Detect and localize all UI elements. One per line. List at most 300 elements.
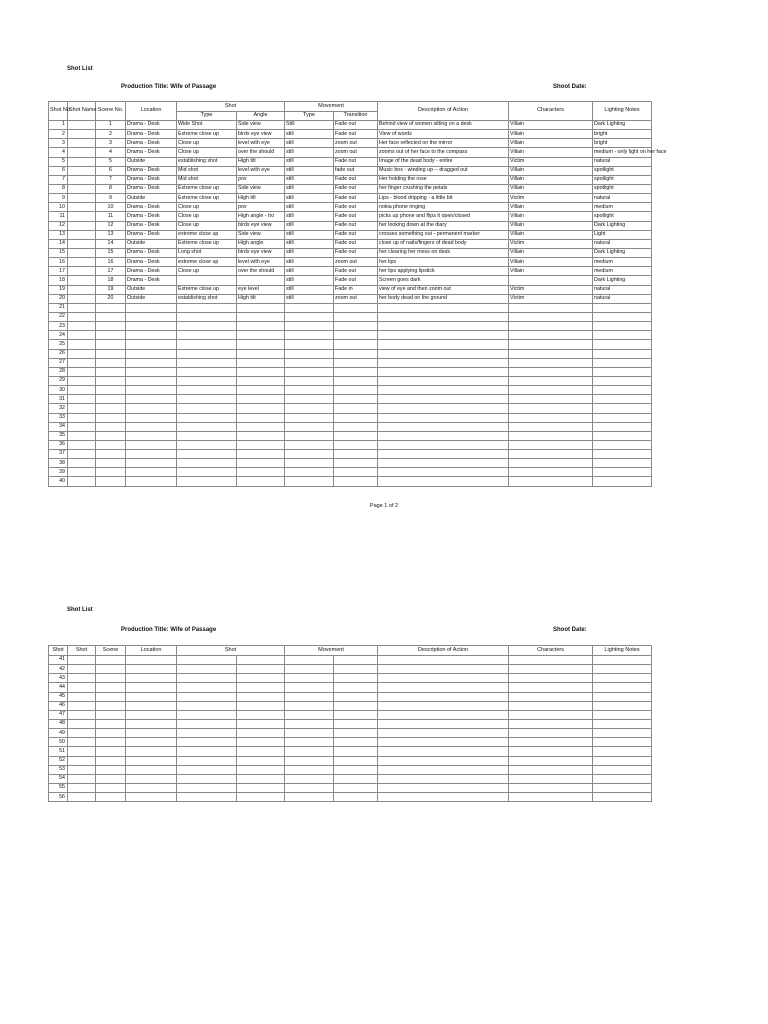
table-row (49, 440, 652, 449)
cell-movement-type (285, 340, 334, 349)
cell-description (378, 774, 509, 783)
cell-shot-name (68, 212, 96, 221)
cell-movement-type (285, 756, 334, 765)
cell-shot-type (177, 303, 237, 312)
cell-transition (334, 674, 378, 683)
cell-lighting (593, 349, 652, 358)
cell-scene-no (96, 468, 126, 477)
cell-shot-type (177, 701, 237, 710)
cell-description (378, 692, 509, 701)
header-shot: Shot (177, 102, 285, 112)
cell-transition (334, 459, 378, 468)
cell-transition (334, 747, 378, 756)
cell-shot-type (177, 440, 237, 449)
cell-lighting (593, 468, 652, 477)
table-row (49, 719, 652, 728)
cell-scene-no (96, 358, 126, 367)
cell-characters (509, 674, 593, 683)
cell-movement-type (285, 422, 334, 431)
cell-shot-name (68, 221, 96, 230)
cell-movement-type: still (285, 276, 334, 285)
cell-movement-type: still (285, 239, 334, 248)
cell-characters (509, 413, 593, 422)
cell-shot-no: 49 (49, 729, 68, 738)
cell-description: Image of the dead body - entire (378, 157, 509, 166)
cell-location (126, 656, 177, 665)
cell-scene-no (96, 422, 126, 431)
cell-description (378, 738, 509, 747)
cell-description (378, 440, 509, 449)
cell-characters (509, 312, 593, 321)
cell-shot-no: 46 (49, 701, 68, 710)
cell-description: her finger crushing the petals (378, 184, 509, 193)
cell-description (378, 450, 509, 459)
header-shot-group-p2: Shot (177, 646, 285, 656)
cell-shot-name (68, 248, 96, 257)
cell-shot-no: 27 (49, 358, 68, 367)
cell-shot-no: 55 (49, 783, 68, 792)
cell-characters: Villain (509, 230, 593, 239)
cell-location (126, 774, 177, 783)
header-location: Location (126, 102, 177, 121)
cell-movement-type (285, 683, 334, 692)
cell-shot-no: 20 (49, 294, 68, 303)
cell-lighting (593, 765, 652, 774)
cell-shot-type (177, 331, 237, 340)
cell-shot-type (177, 404, 237, 413)
cell-scene-no (96, 765, 126, 774)
cell-scene-no: 8 (96, 184, 126, 193)
cell-shot-name (68, 656, 96, 665)
cell-description (378, 468, 509, 477)
header-shot-type: Type (177, 112, 237, 121)
cell-transition (334, 701, 378, 710)
cell-shot-angle (237, 468, 285, 477)
cell-location (126, 459, 177, 468)
cell-shot-type: Close up (177, 148, 237, 157)
cell-shot-angle: Side view (237, 230, 285, 239)
cell-characters (509, 450, 593, 459)
cell-shot-no: 21 (49, 303, 68, 312)
cell-transition: Fade out (334, 230, 378, 239)
cell-shot-type (177, 665, 237, 674)
cell-description (378, 395, 509, 404)
cell-movement-type (285, 774, 334, 783)
cell-shot-angle (237, 395, 285, 404)
cell-description: her looking down at the diary (378, 221, 509, 230)
cell-movement-type (285, 367, 334, 376)
cell-characters (509, 349, 593, 358)
cell-shot-angle: High tilt (237, 157, 285, 166)
cell-characters (509, 774, 593, 783)
header-characters: Characters (509, 102, 593, 121)
table-row (49, 175, 652, 184)
cell-shot-no: 39 (49, 468, 68, 477)
cell-characters: Villain (509, 148, 593, 157)
cell-movement-type: still (285, 130, 334, 139)
cell-shot-angle (237, 692, 285, 701)
cell-transition (334, 783, 378, 792)
cell-description: her clearing her mess on desk (378, 248, 509, 257)
cell-scene-no: 15 (96, 248, 126, 257)
cell-location: Drama - Desk (126, 230, 177, 239)
table-row (49, 312, 652, 321)
cell-transition (334, 303, 378, 312)
cell-movement-type (285, 413, 334, 422)
cell-shot-name (68, 166, 96, 175)
shot-list-body-page-2 (49, 656, 652, 802)
cell-shot-no: 10 (49, 203, 68, 212)
cell-transition: Fade out (334, 157, 378, 166)
cell-shot-type: Extreme close up (177, 239, 237, 248)
cell-characters (509, 747, 593, 756)
cell-transition (334, 386, 378, 395)
table-row (49, 468, 652, 477)
cell-location (126, 395, 177, 404)
cell-shot-no: 18 (49, 276, 68, 285)
cell-description: picks up phone and flips it open/closed (378, 212, 509, 221)
cell-location: Outside (126, 194, 177, 203)
cell-characters: Villain (509, 212, 593, 221)
cell-scene-no (96, 459, 126, 468)
cell-description: Screen goes dark (378, 276, 509, 285)
cell-location (126, 376, 177, 385)
cell-shot-type (177, 459, 237, 468)
cell-shot-no: 35 (49, 431, 68, 440)
cell-shot-angle (237, 656, 285, 665)
cell-shot-name (68, 719, 96, 728)
cell-shot-name (68, 450, 96, 459)
cell-shot-angle (237, 322, 285, 331)
cell-description (378, 747, 509, 756)
cell-shot-name (68, 413, 96, 422)
cell-description: Lips - blood dripping - a little bit (378, 194, 509, 203)
cell-shot-type (177, 395, 237, 404)
cell-characters: Villain (509, 258, 593, 267)
cell-shot-angle (237, 683, 285, 692)
cell-location (126, 367, 177, 376)
cell-transition: Fade out (334, 130, 378, 139)
cell-movement-type (285, 710, 334, 719)
cell-scene-no (96, 331, 126, 340)
cell-transition: Fade out (334, 184, 378, 193)
cell-characters (509, 276, 593, 285)
cell-shot-type (177, 756, 237, 765)
cell-location (126, 692, 177, 701)
cell-description (378, 431, 509, 440)
cell-scene-no (96, 450, 126, 459)
cell-shot-type: extreme close up (177, 258, 237, 267)
cell-scene-no: 18 (96, 276, 126, 285)
cell-shot-name (68, 440, 96, 449)
cell-shot-name (68, 683, 96, 692)
cell-movement-type: still (285, 230, 334, 239)
cell-lighting (593, 774, 652, 783)
shot-list-body (49, 121, 667, 487)
cell-location: Drama - Desk (126, 139, 177, 148)
cell-location: Drama - Desk (126, 221, 177, 230)
cell-description: view of eye and then zoom out (378, 285, 509, 294)
header-movement-type: Type (285, 112, 334, 121)
cell-shot-name (68, 175, 96, 184)
cell-description (378, 683, 509, 692)
cell-shot-no: 48 (49, 719, 68, 728)
document-title: Shot List (67, 66, 93, 72)
cell-scene-no: 3 (96, 139, 126, 148)
cell-shot-angle (237, 404, 285, 413)
page-footer: Page 1 of 2 (369, 503, 399, 509)
cell-transition (334, 340, 378, 349)
cell-transition: Fade out (334, 212, 378, 221)
cell-shot-angle: Side view (237, 121, 285, 130)
cell-shot-no: 16 (49, 258, 68, 267)
cell-transition: Fade out (334, 267, 378, 276)
cell-movement-type (285, 747, 334, 756)
cell-lighting: bright (593, 139, 652, 148)
cell-movement-type: still (285, 184, 334, 193)
cell-shot-name (68, 674, 96, 683)
table-row (49, 331, 652, 340)
cell-shot-type (177, 340, 237, 349)
cell-characters (509, 440, 593, 449)
cell-characters (509, 431, 593, 440)
cell-scene-no (96, 783, 126, 792)
cell-shot-type (177, 450, 237, 459)
cell-description (378, 322, 509, 331)
cell-shot-type: Long shot (177, 248, 237, 257)
document-title-page-2: Shot List (67, 607, 93, 613)
table-row (49, 404, 652, 413)
table-row (49, 738, 652, 747)
cell-description (378, 674, 509, 683)
cell-movement-type (285, 738, 334, 747)
cell-transition (334, 683, 378, 692)
cell-shot-type: Mid shot (177, 175, 237, 184)
cell-shot-no: 17 (49, 267, 68, 276)
cell-shot-type: Mid shot (177, 166, 237, 175)
cell-shot-name (68, 148, 96, 157)
cell-movement-type (285, 303, 334, 312)
cell-lighting (593, 793, 652, 802)
cell-lighting (593, 683, 652, 692)
cell-transition: Fade out (334, 239, 378, 248)
cell-scene-no (96, 710, 126, 719)
cell-movement-type (285, 477, 334, 486)
cell-description (378, 793, 509, 802)
cell-shot-no: 51 (49, 747, 68, 756)
cell-lighting (593, 665, 652, 674)
cell-movement-type: still (285, 194, 334, 203)
cell-characters (509, 692, 593, 701)
cell-movement-type (285, 765, 334, 774)
cell-shot-angle: birds eye view (237, 130, 285, 139)
cell-description (378, 756, 509, 765)
cell-description: crosses something out - permanent marker (378, 230, 509, 239)
header-characters-p2: Characters (509, 646, 593, 656)
cell-scene-no (96, 303, 126, 312)
cell-scene-no (96, 440, 126, 449)
cell-shot-angle: pov (237, 175, 285, 184)
cell-scene-no (96, 738, 126, 747)
cell-shot-name (68, 349, 96, 358)
cell-shot-angle (237, 413, 285, 422)
table-row (49, 130, 652, 139)
cell-shot-name (68, 395, 96, 404)
cell-shot-name (68, 276, 96, 285)
cell-lighting (593, 367, 652, 376)
cell-movement-type: still (285, 139, 334, 148)
cell-location: Drama - Desk (126, 184, 177, 193)
cell-shot-name (68, 130, 96, 139)
cell-shot-name (68, 294, 96, 303)
cell-movement-type (285, 656, 334, 665)
cell-shot-no: 24 (49, 331, 68, 340)
cell-location (126, 386, 177, 395)
cell-shot-name (68, 157, 96, 166)
cell-transition (334, 331, 378, 340)
cell-shot-name (68, 322, 96, 331)
cell-shot-angle: birds eye view (237, 221, 285, 230)
cell-location (126, 783, 177, 792)
cell-location: Drama - Desk (126, 267, 177, 276)
cell-shot-type (177, 793, 237, 802)
cell-scene-no: 19 (96, 285, 126, 294)
cell-scene-no: 9 (96, 194, 126, 203)
cell-characters (509, 459, 593, 468)
cell-scene-no (96, 729, 126, 738)
cell-lighting: spotlight (593, 166, 652, 175)
cell-shot-angle (237, 783, 285, 792)
cell-shot-type (177, 774, 237, 783)
table-row (49, 701, 652, 710)
cell-shot-name (68, 774, 96, 783)
cell-movement-type (285, 783, 334, 792)
cell-shot-angle: High angle - tro (237, 212, 285, 221)
cell-lighting: medium (593, 258, 652, 267)
cell-shot-angle (237, 729, 285, 738)
cell-shot-type (177, 468, 237, 477)
table-row (49, 157, 652, 166)
cell-shot-type: Close up (177, 267, 237, 276)
cell-description: View of words (378, 130, 509, 139)
cell-shot-angle: level with eye (237, 139, 285, 148)
cell-shot-angle (237, 440, 285, 449)
cell-description (378, 331, 509, 340)
cell-shot-no: 26 (49, 349, 68, 358)
cell-shot-no: 42 (49, 665, 68, 674)
cell-description (378, 340, 509, 349)
header-movement-transition: Transition (334, 112, 378, 121)
table-row (49, 793, 652, 802)
cell-shot-no: 25 (49, 340, 68, 349)
cell-location: Outside (126, 157, 177, 166)
cell-shot-type: Close up (177, 139, 237, 148)
cell-shot-name (68, 239, 96, 248)
cell-shot-name (68, 358, 96, 367)
cell-shot-name (68, 139, 96, 148)
table-row (49, 184, 652, 193)
cell-description (378, 665, 509, 674)
cell-shot-type (177, 674, 237, 683)
header-scene-no: Scene No. (96, 102, 126, 121)
cell-description (378, 386, 509, 395)
cell-shot-name (68, 459, 96, 468)
header-description-p2: Description of Action (378, 646, 509, 656)
cell-description (378, 367, 509, 376)
cell-movement-type (285, 692, 334, 701)
cell-movement-type (285, 386, 334, 395)
cell-shot-no: 45 (49, 692, 68, 701)
cell-transition (334, 450, 378, 459)
cell-scene-no (96, 774, 126, 783)
cell-characters: Villain (509, 139, 593, 148)
header-movement: Movement (285, 102, 378, 112)
cell-shot-no: 36 (49, 440, 68, 449)
cell-scene-no: 7 (96, 175, 126, 184)
cell-shot-angle: over the should (237, 148, 285, 157)
cell-transition: Fade out (334, 121, 378, 130)
cell-characters (509, 386, 593, 395)
cell-location (126, 665, 177, 674)
cell-shot-name (68, 331, 96, 340)
table-row (49, 386, 652, 395)
cell-shot-angle: High tilt (237, 194, 285, 203)
cell-shot-angle (237, 303, 285, 312)
cell-location (126, 413, 177, 422)
cell-lighting: spotlight (593, 212, 652, 221)
table-row (49, 248, 652, 257)
cell-scene-no (96, 701, 126, 710)
cell-transition (334, 692, 378, 701)
cell-shot-no: 23 (49, 322, 68, 331)
cell-characters (509, 376, 593, 385)
cell-transition: Fade out (334, 175, 378, 184)
cell-movement-type: Still (285, 121, 334, 130)
cell-shot-angle: eye level (237, 285, 285, 294)
cell-characters (509, 468, 593, 477)
cell-shot-no: 11 (49, 212, 68, 221)
cell-location (126, 719, 177, 728)
cell-shot-name (68, 367, 96, 376)
cell-transition (334, 358, 378, 367)
cell-shot-name (68, 340, 96, 349)
cell-description (378, 358, 509, 367)
cell-shot-no: 40 (49, 477, 68, 486)
cell-shot-name (68, 729, 96, 738)
cell-shot-name (68, 738, 96, 747)
cell-lighting (593, 459, 652, 468)
cell-shot-no: 22 (49, 312, 68, 321)
cell-location: Drama - Desk (126, 258, 177, 267)
cell-description: zooms out of her face to the compass (378, 148, 509, 157)
cell-lighting (593, 340, 652, 349)
cell-shot-no: 33 (49, 413, 68, 422)
header-shot-name: Shot Name (68, 102, 96, 121)
cell-shot-type: Close up (177, 221, 237, 230)
cell-location (126, 738, 177, 747)
cell-shot-angle (237, 459, 285, 468)
cell-location: Drama - Desk (126, 121, 177, 130)
cell-lighting: natural (593, 157, 652, 166)
cell-scene-no: 14 (96, 239, 126, 248)
cell-shot-no: 31 (49, 395, 68, 404)
cell-shot-no: 9 (49, 194, 68, 203)
cell-transition (334, 367, 378, 376)
cell-lighting (593, 710, 652, 719)
cell-characters (509, 756, 593, 765)
cell-location (126, 765, 177, 774)
cell-characters (509, 656, 593, 665)
